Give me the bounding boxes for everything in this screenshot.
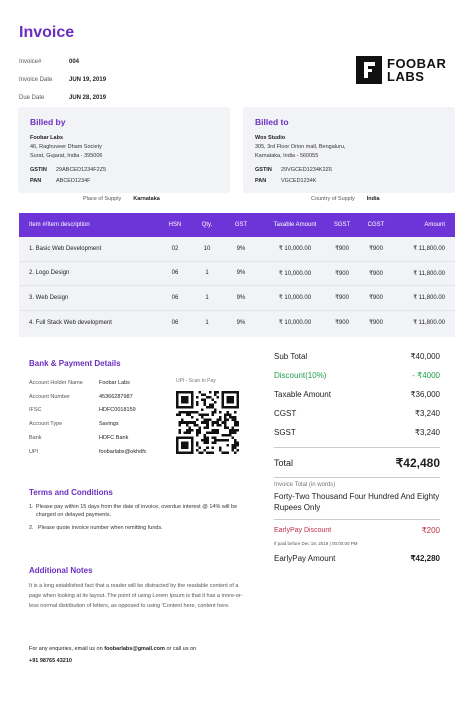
invoice-meta [19,53,106,107]
row-sgst: ₹900 [335,295,349,302]
row-hsn: 06 [171,270,179,277]
notes-heading: Additional Notes [29,566,93,575]
meta-row [19,89,106,107]
header-sgst: SGST [333,222,351,228]
footer-mid: or call us on [166,646,197,652]
bank-heading: Bank & Payment Details [29,359,121,368]
row-sgst: ₹900 [335,320,349,327]
earlypay-label: EarlyPay Discount [274,527,332,534]
sgst-value: ₹3,240 [414,428,440,437]
meta-label: Invoice Date [19,77,53,83]
earlypay-discount-row [274,526,440,535]
bank-key: Bank [29,435,42,442]
meta-label: Invoice# [19,59,42,65]
bank-row [29,404,146,418]
bank-row [29,417,146,431]
row-gst: 9% [236,319,246,326]
discount-label: Discount(10%) [274,371,327,380]
meta-value: 004 [69,59,80,65]
footer [29,643,196,667]
bank-value: HDFC0018159 [99,407,136,414]
place-of-supply-value: Karnataka [133,196,160,202]
totals-divider [274,477,440,478]
page-title: Invoice [19,24,75,41]
row-hsn: 02 [171,245,179,252]
terms-text: Please pay within 15 days from the date of invoice, overdue interest @ 14% will be charged on delayed payments. [35,504,238,518]
list-item [29,524,249,532]
footer-prefix: For any enquiries, email us on [29,646,103,652]
row-taxable: ₹ 10,000.00 [278,270,312,277]
sgst-label: SGST [274,428,296,437]
header-hsn: HSN [168,222,182,228]
header-qty: Qty. [201,222,213,228]
totals-divider [274,447,440,448]
bank-row [29,445,146,459]
row-cgst: ₹900 [369,320,383,327]
billed-by-gstin [30,165,218,175]
logo-mark-icon [356,56,382,84]
meta-row [19,53,106,71]
footer-email-link[interactable]: foobarlabs@gmail.com [104,646,165,652]
billed-to-gstin [255,165,443,175]
row-hsn: 06 [171,294,179,301]
table-header [19,213,455,237]
total-value: ₹42,480 [395,456,440,470]
taxable-row [274,385,440,404]
discount-value: - ₹4000 [412,371,440,380]
pan-label: PAN [255,178,267,184]
table-row [19,311,455,336]
earlypay-value: ₹200 [421,526,440,535]
country-of-supply-label: Country of Supply [311,196,355,202]
header-cgst: CGST [367,222,385,228]
subtotal-row [274,347,440,366]
billed-by-pan [30,176,218,186]
header-amount: Amount [424,222,445,228]
gstin-value: 29ABCED1234F2Z5 [56,167,107,173]
row-amount: ₹ 11,800.00 [413,246,445,253]
discount-row [274,366,440,385]
totals-panel [274,347,440,563]
country-of-supply [311,196,380,202]
qr-label: UPI - Scan to Pay [176,378,216,384]
cgst-label: CGST [274,409,297,418]
row-taxable: ₹ 10,000.00 [278,320,312,327]
row-qty: 1 [205,319,209,326]
earlypay-amount-value: ₹42,280 [410,554,440,563]
paid-note: If paid before Dec 19, 2019 | 00:00:00 PM [274,541,358,546]
row-desc: 1. Basic Web Development [29,245,102,252]
table-row [19,237,455,262]
row-taxable: ₹ 10,000.00 [278,246,312,253]
meta-label: Due Date [19,95,45,101]
billed-to-address-2: Karnataka, India - 560055 [255,153,319,159]
taxable-label: Taxable Amount [274,390,331,399]
row-desc: 2. Logo Design [29,270,70,277]
billed-by-heading: Billed by [30,117,66,127]
bank-value: foobarlabs@okhdfc [99,448,147,455]
row-cgst: ₹900 [369,246,383,253]
totals-divider [274,519,440,520]
cgst-row [274,404,440,423]
earlypay-amount-label: EarlyPay Amount [274,554,336,563]
logo-line-1: FOOBAR [387,56,447,71]
sgst-row [274,423,440,442]
upi-qr-code-icon[interactable] [176,391,239,454]
place-of-supply-label: Place of Supply [83,196,122,202]
billed-by-card [18,107,230,193]
footer-phone-link[interactable]: +91 98765 43210 [29,658,72,664]
items-table [19,213,455,337]
meta-row [19,71,106,89]
row-amount: ₹ 11,800.00 [413,270,445,277]
row-cgst: ₹900 [369,270,383,277]
billed-to-heading: Billed to [255,117,289,127]
billed-to-card [243,107,455,193]
inwords-value: Forty-Two Thousand Four Hundred And Eighty Rupees Only [274,492,440,512]
terms-number: 1. [29,504,34,510]
pan-value: VGCED1234K [281,178,317,184]
billed-to-pan [255,176,443,186]
list-item [29,503,249,519]
bank-key: UPI [29,448,39,455]
bank-row [29,376,146,390]
table-row [19,286,455,311]
row-qty: 10 [203,245,211,252]
terms-number: 2. [29,525,34,531]
earlypay-amount-row [274,554,440,563]
billed-by-name: Foobar Labs [30,135,64,141]
notes-text: It is a long established fact that a reader will be distracted by the readable content of a page when looking at its layout. The point of using Lorem Ipsum is that it has a more-or-less normal distribution of letters, as opposed to using 'Content here, content here. [29,583,243,609]
row-sgst: ₹900 [335,246,349,253]
row-desc: 3. Web Design [29,294,69,301]
subtotal-value: ₹40,000 [410,352,440,361]
gstin-label: GSTIN [30,167,47,173]
row-gst: 9% [236,294,246,301]
place-of-supply [83,196,160,202]
gstin-label: GSTIN [255,167,272,173]
billed-by-address-1: 46, Raghuveer Dham Society [30,144,102,150]
row-cgst: ₹900 [369,295,383,302]
row-taxable: ₹ 10,000.00 [278,295,312,302]
bank-value: HDFC Bank [99,435,129,442]
bank-key: Account Number [29,393,70,400]
meta-value: JUN 19, 2019 [69,77,107,83]
total-row [274,452,440,474]
bank-key: Account Type [29,421,63,428]
bank-key: IFSC [29,407,42,414]
row-desc: 4. Full Stack Web development [29,319,112,326]
terms-text: Please quote invoice number when remitting funds. [38,525,163,531]
footer-line-2 [29,655,196,667]
pan-value: ABCED1234F [56,178,91,184]
logo-text [387,57,446,83]
bank-value: Foobar Labs [99,379,130,386]
logo-line-2: LABS [387,69,425,84]
taxable-value: ₹36,000 [410,390,440,399]
header-taxable: Taxable Amount [273,222,317,228]
row-gst: 9% [236,270,246,277]
company-logo [356,56,446,84]
terms-heading: Terms and Conditions [29,488,113,497]
header-gst: GST [234,222,248,228]
row-gst: 9% [236,245,246,252]
row-qty: 1 [205,270,209,277]
row-sgst: ₹900 [335,270,349,277]
row-amount: ₹ 11,800.00 [413,320,445,327]
cgst-value: ₹3,240 [414,409,440,418]
total-label: Total [274,458,294,468]
bank-row [29,431,146,445]
bank-key: Account Holder Name [29,379,83,386]
bank-row [29,390,146,404]
meta-value: JUN 28, 2019 [69,95,107,101]
header-desc: Item #/Item description [29,222,90,228]
table-row [19,262,455,287]
row-amount: ₹ 11,800.00 [413,295,445,302]
billed-by-address-2: Surat, Gujarat, India - 395006 [30,153,103,159]
billed-to-address-1: 305, 3rd Floor Orion mall, Bengaluru, [255,144,346,150]
inwords-label: Invoice Total (in words) [274,482,336,488]
billed-to-name: Wox Studio [255,135,286,141]
bank-value: Savings [99,421,119,428]
pan-label: PAN [30,178,42,184]
bank-value: 45366287987 [99,393,133,400]
bank-details [29,376,146,459]
row-hsn: 06 [171,319,179,326]
gstin-value: 29VGCED1234K2Z6 [281,167,333,173]
terms-list [29,503,249,537]
subtotal-label: Sub Total [274,352,308,361]
row-qty: 1 [205,294,209,301]
country-of-supply-value: India [366,196,380,202]
footer-line-1 [29,643,196,655]
